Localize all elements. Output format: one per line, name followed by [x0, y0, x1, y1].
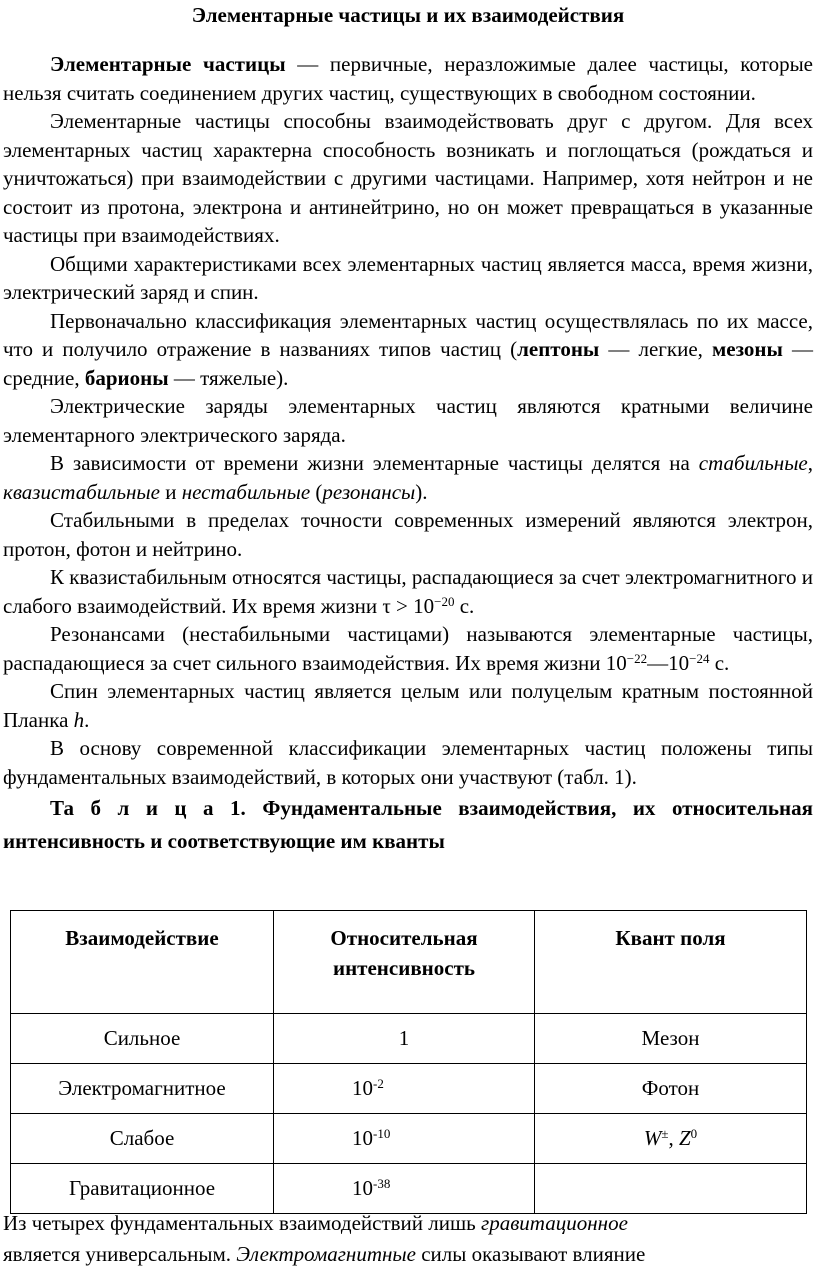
- exponent: −24: [689, 650, 710, 666]
- cell-interaction: Сильное: [11, 1014, 274, 1064]
- term-unstable: нестабильные: [181, 479, 311, 504]
- paragraph-universal: Из четырех фундаментальных взаимодействий лишь гравитационное является универсальным. Электромагнитные силы оказывают влияние: [3, 1211, 646, 1266]
- header-intensity: Относительная интенсивность: [274, 911, 535, 1014]
- table-header-row: [11, 911, 807, 1014]
- table-row: [11, 1164, 807, 1214]
- paragraph-stable: Стабильными в пределах точности современных измерений являются электрон, протон, фотон и нейтрино.: [3, 508, 813, 561]
- term-quasistable: квазистабильные: [3, 479, 160, 504]
- term-resonances: резонансы: [322, 479, 416, 504]
- table-row: [11, 1064, 807, 1114]
- table-row: [11, 1014, 807, 1064]
- cell-interaction: Слабое: [11, 1114, 274, 1164]
- table-caption: Та б л и ц а 1. Фундаментальные взаимодействия, их относительная интенсивность и соответствующие им кванты: [3, 796, 813, 853]
- paragraph-spin: Спин элементарных частиц является целым или полуцелым кратным постоянной Планка h.: [3, 679, 813, 732]
- cell-quantum: [535, 1164, 807, 1214]
- table-row: [11, 1114, 807, 1164]
- cell-quantum: Мезон: [535, 1014, 807, 1064]
- paragraph-definition: Элементарные частицы — первичные, неразложимые далее частицы, которые нельзя считать соединением других частиц, существующих в свободном состоянии.: [3, 52, 813, 105]
- cell-intensity: $10^{-38}$: [274, 1164, 535, 1214]
- paragraph-characteristics: Общими характеристиками всех элементарных частиц является масса, время жизни, электрический заряд и спин.: [3, 251, 813, 304]
- document-tail: [3, 1208, 813, 1270]
- term-gravitational: гравитационное: [481, 1211, 628, 1235]
- paragraph-quasistable: К квазистабильным относятся частицы, распадающиеся за счет электромагнитного и слабого взаимодействий. Их время жизни $\tau > 10^{-20}$ с.: [3, 565, 813, 618]
- term-elementary-particles: Элементарные частицы: [50, 52, 286, 76]
- header-interaction: Взаимодействие: [11, 911, 274, 1014]
- term-leptons: лептоны: [517, 337, 600, 361]
- term-baryons: барионы: [84, 365, 169, 390]
- document-body: [3, 50, 813, 858]
- page-title: Элементарные частицы и их взаимодействия: [191, 3, 625, 27]
- cell-interaction: Электромагнитное: [11, 1064, 274, 1114]
- paragraph-charges: Электрические заряды элементарных частиц являются кратными величине элементарного электрического заряда.: [3, 394, 813, 447]
- paragraph-resonances: Резонансами (нестабильными частицами) называются элементарные частицы, распадающиеся за счет сильного взаимодействия. Их время жизни $10^{-22}—10^{-24}$ с.: [3, 622, 813, 675]
- cell-quantum: Фотон: [535, 1064, 807, 1114]
- cell-intensity: $10^{-2}$: [274, 1064, 535, 1114]
- cell-interaction: Гравитационное: [11, 1164, 274, 1214]
- paragraph-classification: В основу современной классификации элементарных частиц положены типы фундаментальных взаимодействий, в которых они участвуют (табл. 1).: [3, 736, 813, 789]
- cell-intensity: 1: [274, 1014, 535, 1064]
- planck-symbol: h: [73, 707, 85, 732]
- header-quantum: Квант поля: [535, 911, 807, 1014]
- exponent: −20: [434, 593, 455, 609]
- term-mesons: мезоны: [711, 337, 783, 361]
- cell-quantum: W±, $Z^0$: [535, 1114, 807, 1164]
- paragraph-interaction: Элементарные частицы способны взаимодействовать друг с другом. Для всех элементарных частиц характерна способность возникать и поглощаться (рождаться и уничтожаться) при взаимодействии с другими частицами. Например, хотя нейтрон и не состоит из протона, электрона и антинейтрино, но он может превращаться в указанные частицы при взаимодействиях.: [3, 109, 813, 247]
- cell-intensity: $10^{-10}$: [274, 1114, 535, 1164]
- interactions-table: [10, 910, 807, 1214]
- term-stable: стабильные: [698, 451, 808, 475]
- paragraph-mass-classification: Первоначально классификация элементарных частиц осуществлялась по их массе, что и получило отражение в названиях типов частиц (лептоны — легкие, мезоны — средние, барионы — тяжелые).: [3, 308, 813, 390]
- paragraph-lifetime: В зависимости от времени жизни элементарные частицы делятся на стабильные, квазистабильные и нестабильные (резонансы).: [3, 451, 813, 504]
- exponent: −22: [626, 650, 648, 666]
- term-electromagnetic: Электромагнитные: [236, 1242, 416, 1266]
